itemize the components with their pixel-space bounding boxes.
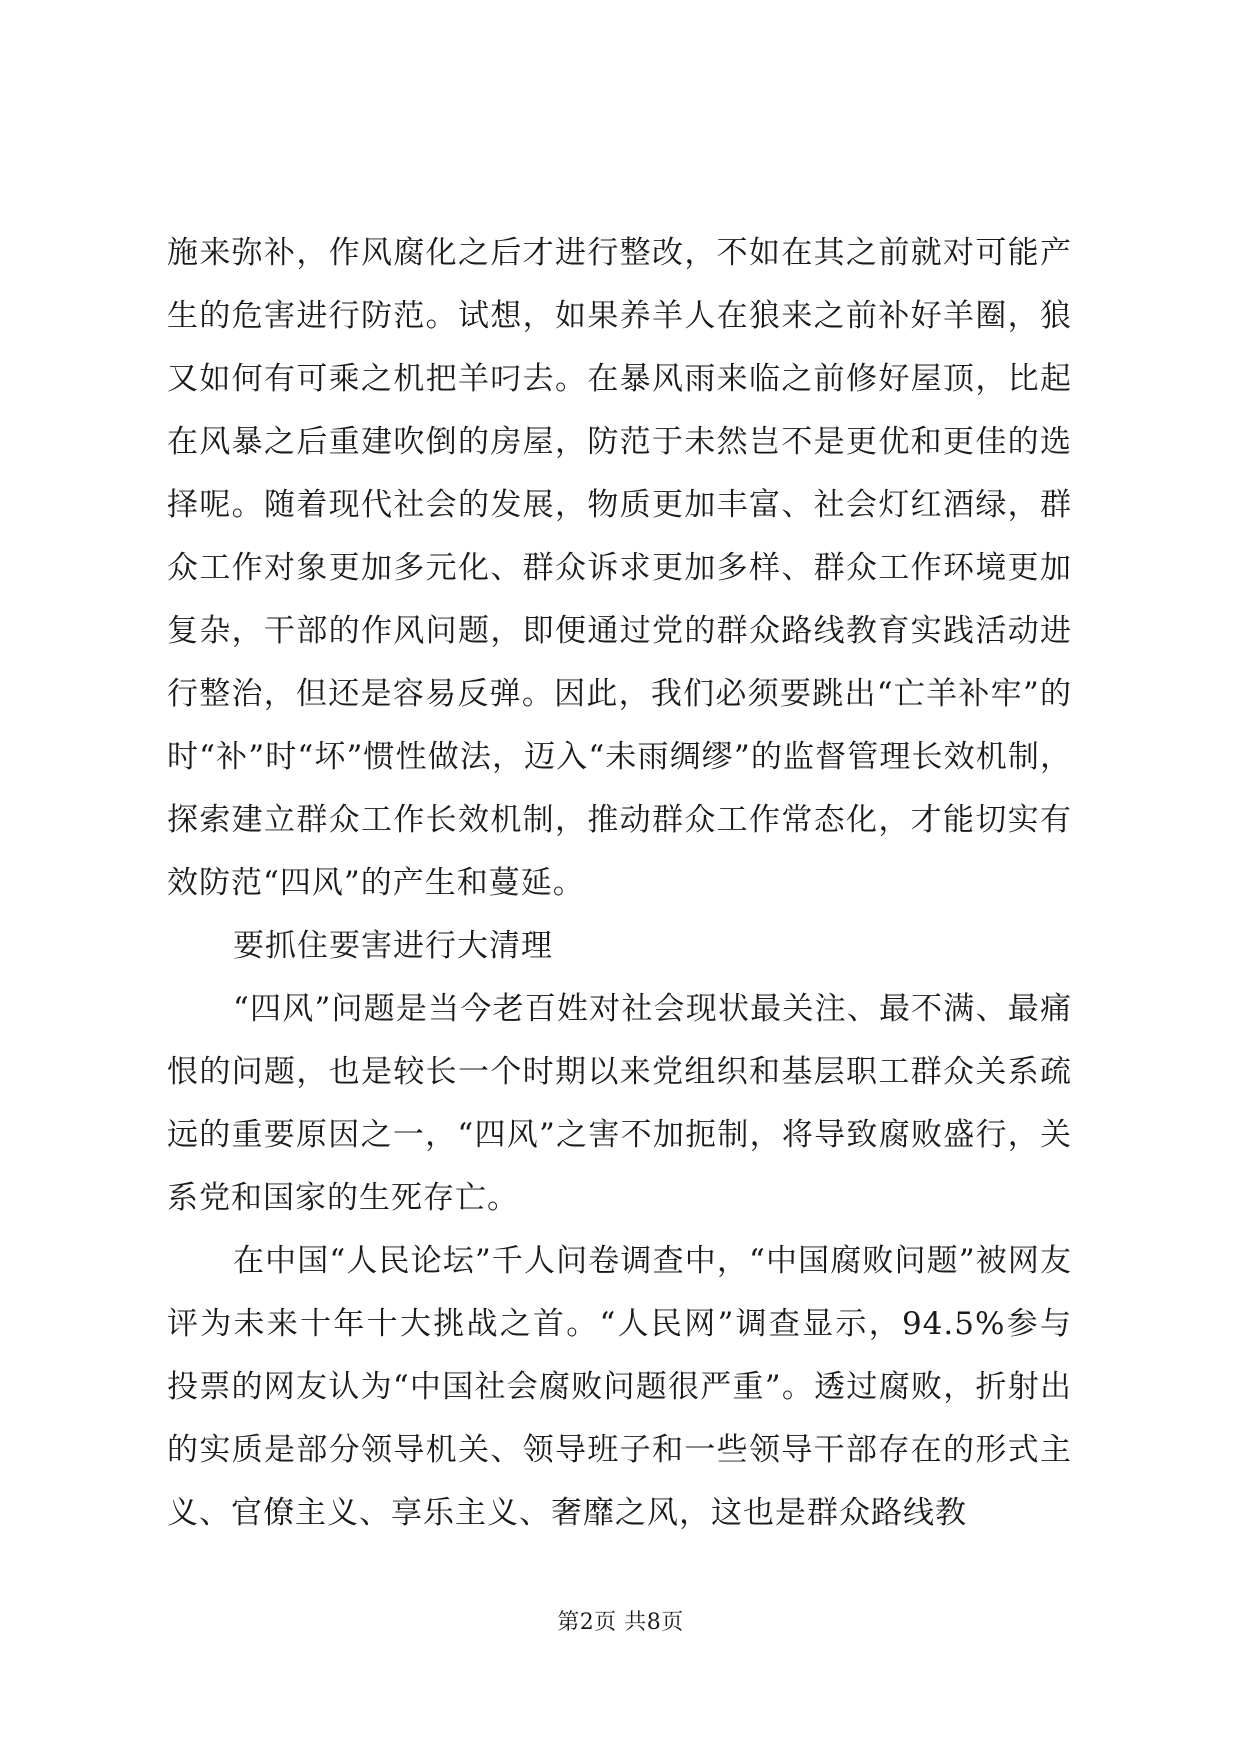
section-heading: 要抓住要害进行大清理 bbox=[233, 928, 553, 964]
paragraph-four-winds: “四风”问题是当今老百姓对社会现状最关注、最不满、最痛恨的问题，也是较长一个时期以来党组织和基层职工群众关系疏远的重要原因之一，“四风”之害不加扼制，将导致腐败盛行，关系党和国家的生死存亡。 bbox=[167, 991, 1072, 1216]
paragraph-continuation: 施来弥补，作风腐化之后才进行整改，不如在其之前就对可能产生的危害进行防范。试想，如果养羊人在狼来之前补好羊圈，狼又如何有可乘之机把羊叼去。在暴风雨来临之前修好屋顶，比起在风暴之后重建吹倒的房屋，防范于未然岂不是更优和更佳的选择呢。随着现代社会的发展，物质更加丰富、社会灯红酒绿，群众工作对象更加多元化、群众诉求更加多样、群众工作环境更加复杂，干部的作风问题，即便通过党的群众路线教育实践活动进行整治，但还是容易反弹。因此，我们必须要跳出“亡羊补牢”的时“补”时“坏”惯性做法，迈入“未雨绸缪”的监督管理长效机制，探索建立群众工作长效机制，推动群众工作常态化，才能切实有效防范“四风”的产生和蔓延。 bbox=[167, 235, 1072, 901]
page-footer: 第2页 共8页 bbox=[557, 1610, 684, 1635]
document-body bbox=[167, 222, 1072, 1545]
paragraph-survey: 在中国“人民论坛”千人问卷调查中，“中国腐败问题”被网友评为未来十年十大挑战之首。“人民网”调查显示，94.5%参与投票的网友认为“中国社会腐败问题很严重”。透过腐败，折射出的实质是部分领导机关、领导班子和一些领导干部存在的形式主义、官僚主义、享乐主义、奢靡之风，这也是群众路线教 bbox=[167, 1243, 1072, 1531]
